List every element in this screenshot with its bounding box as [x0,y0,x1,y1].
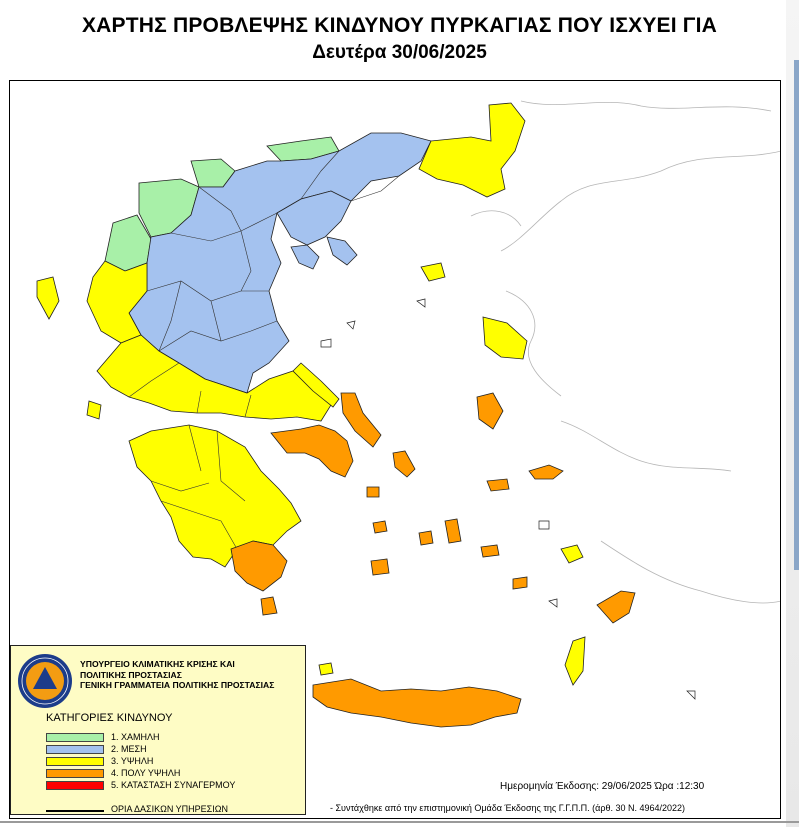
border-line-sample [46,810,104,812]
categories-title: ΚΑΤΗΓΟΡΙΕΣ ΚΙΝΔΥΝΟΥ [46,712,173,724]
very-high-swatch [46,769,104,778]
category-label: 5. ΚΑΤΑΣΤΑΣΗ ΣΥΝΑΓΕΡΜΟΥ [111,780,236,790]
ministry-line-1: ΥΠΟΥΡΓΕΙΟ ΚΛΙΜΑΤΙΚΗΣ ΚΡΙΣΗΣ ΚΑΙ [80,659,235,669]
scroll-indicator [794,60,799,570]
category-label: 2. ΜΕΣΗ [111,744,147,754]
medium-swatch [46,745,104,754]
category-label: 1. ΧΑΜΗΛΗ [111,732,160,742]
ministry-block [80,659,274,691]
category-label: 3. ΥΨΗΛΗ [111,756,154,766]
high-swatch [46,757,104,766]
alert-swatch [46,781,104,790]
minor-islands [321,299,695,699]
map-date: Δευτέρα 30/06/2025 [312,42,487,63]
legend-panel [10,645,306,815]
map-title: ΧΑΡΤΗΣ ΠΡΟΒΛΕΨΗΣ ΚΙΝΔΥΝΟΥ ΠΥΡΚΑΓΙΑΣ ΠΟΥ ΙΣΧΥΕΙ ΓΙΑ [81,14,718,37]
ministry-line-2: ΠΟΛΙΤΙΚΗΣ ΠΡΟΣΤΑΣΙΑΣ [80,669,182,680]
bottom-divider [0,821,799,823]
border-label: ΟΡΙΑ ΔΑΣΙΚΩΝ ΥΠΗΡΕΣΙΩΝ [111,804,228,814]
authorship-note: - Συντάχθηκε από την επιστημονική Ομάδα Έκδοσης της Γ.Γ.Π.Π. (άρθ. 30 Ν. 4964/2022) [330,803,686,813]
low-swatch [46,733,104,742]
ministry-line-3: ΓΕΝΙΚΗ ΓΡΑΜΜΑΤΕΙΑ ΠΟΛΙΤΙΚΗΣ ΠΡΟΣΤΑΣΙΑΣ [80,680,275,690]
civil-protection-logo-icon [17,653,73,709]
issue-date: Ημερομηνία Έκδοσης: 29/06/2025 Ώρα :12:30 [500,781,705,792]
window-edge [786,0,799,827]
category-label: 4. ΠΟΛΥ ΥΨΗΛΗ [111,768,181,778]
